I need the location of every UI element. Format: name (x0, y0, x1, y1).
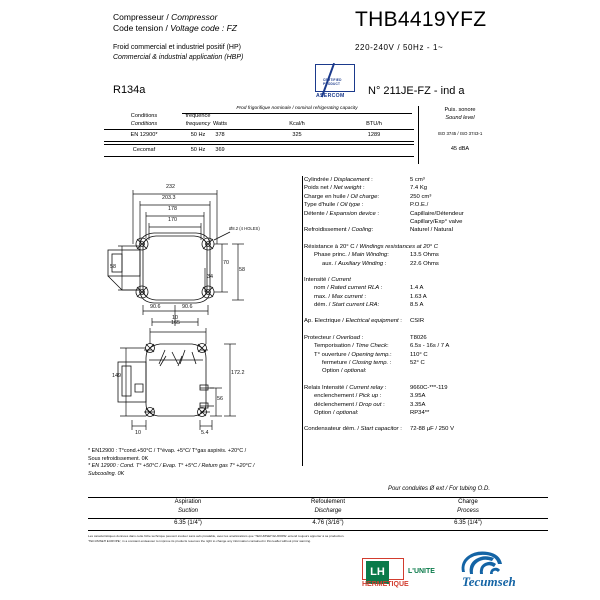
voltage-code-fr: Code tension / (113, 23, 171, 33)
spec-label-en: Drop out (358, 401, 382, 408)
col-kcalh: Kcal/h (289, 121, 305, 127)
spec-label-tail: : (377, 302, 380, 309)
col-btuh: BTU/h (366, 121, 382, 127)
spec-value: 5 cm³ (410, 177, 425, 183)
dim-side-10: 10 (135, 430, 141, 436)
spec-value: P.O.E./ (410, 202, 429, 209)
spec-value: 1.4 A (410, 285, 424, 292)
note-fr-1: * EN12900 : T°cond.+50°C / T°évap. +5°C/ T°gas aspirés. +20°C / (88, 448, 247, 454)
spec-label-fr: nom / (314, 285, 331, 292)
spec-label-en: Oil charge (350, 193, 378, 200)
product-type-fr: Compresseur / (113, 12, 172, 22)
spec-label-tail: : (377, 193, 380, 200)
spec-label-tail: : (360, 334, 364, 341)
spec-row (304, 401, 594, 409)
spec-label-en: Time Check (355, 343, 387, 350)
spec-value: 52° C (410, 360, 425, 367)
spec-row (304, 184, 594, 192)
dim-right-58: 58 (239, 267, 245, 273)
spec-label (304, 384, 387, 392)
capacity-group-header: Prod frigorifique nominale / nominal refrigerating capacity (236, 106, 358, 111)
spec-label-en: Auxiliary Winding (338, 260, 384, 267)
row-0-btuh: 1289 (367, 132, 381, 138)
header-left (113, 12, 313, 62)
note-en-1: * EN 12900 : Cond. T° +50°C / Evap. T° +5°C / Return gas T° +20°C / (88, 463, 255, 470)
spec-row (304, 218, 594, 226)
col-conditions-en: Conditions (130, 121, 158, 127)
spec-value: RP34** (410, 409, 430, 416)
spec-label-tail: : (356, 409, 359, 416)
lh-text-line2: HERMETIQUE (362, 581, 409, 588)
dim-top-232: 232 (166, 184, 175, 190)
spec-label-fr: Ap. Electrique / (304, 318, 346, 325)
spec-label-tail: : (381, 401, 385, 408)
spec-label-tail: : (375, 210, 380, 217)
product-type-line (113, 12, 313, 23)
spec-label (314, 251, 389, 259)
spec-label-fr: Intensité / (304, 276, 332, 283)
spec-label (304, 317, 402, 325)
spec-row (304, 301, 594, 309)
legal-fr: Les caractéristiques données dans cette fiche technique peuvent évoluer sans avis préalable, avec les améliorations que 'TECUMSEH EUROPE' entend toujours apporter à sa production. (88, 534, 345, 538)
spec-label (304, 334, 363, 342)
asercom-certification-logo (311, 64, 359, 104)
spec-label-fr: Condensateur dém. / (304, 426, 361, 433)
sound-fr: Puis. sonore (444, 107, 476, 113)
spec-label (322, 260, 386, 268)
spec-label-fr: max. / (314, 293, 332, 300)
lunite-hermetique-logo (362, 558, 440, 592)
spec-label-fr: dém. / (314, 302, 333, 309)
spec-label-en: Opening temp. (351, 351, 391, 358)
spec-label-tail: : (386, 343, 389, 350)
spec-row (304, 351, 594, 359)
spec-label-en: Start current LRA (332, 302, 378, 309)
note-en-2: Subcooling. 0K (88, 470, 125, 477)
dim-left-58: 58 (110, 264, 116, 270)
spec-label-en: Windings resistances at 20° C (359, 243, 438, 250)
spec-label-fr: déclenchement / (314, 401, 359, 408)
spec-value: 22.6 Ohms (410, 260, 439, 267)
dim-right-70: 70 (223, 260, 229, 266)
spec-label-tail: : (361, 185, 365, 192)
spec-row (304, 359, 594, 367)
spec-row (304, 342, 594, 350)
certificate-number: N° 211JE-FZ - ind a (368, 85, 465, 97)
legal-en: 'TECUMSEH EUROPE', in a constant endeavour to improve its products reserves the right to change any information contained in this leaflet without prior warning. (88, 538, 312, 543)
dim-top-203: 203.3 (162, 195, 176, 201)
spec-label-tail: : (369, 177, 373, 183)
spec-label-en: Current relay (349, 384, 384, 391)
spec-label-fr: Option / (314, 409, 337, 416)
spec-row (304, 392, 594, 400)
lh-monogram: LH (370, 566, 385, 578)
spec-spacer (304, 268, 594, 276)
cert-line-1: CERTIFIED (323, 78, 342, 82)
cert-certified-text (323, 78, 342, 86)
electrical-supply: 220-240V / 50Hz - 1~ (355, 43, 444, 52)
spec-label-tail: : (379, 285, 383, 292)
dim-side-165: 165 (171, 320, 180, 326)
spec-row (304, 251, 594, 259)
spec-label-fr: fermeture / (322, 360, 353, 367)
product-type-en: Compressor (171, 12, 218, 22)
spec-label (314, 401, 385, 409)
spec-value: 110° C (410, 351, 428, 358)
cert-line-2: PRODUCT (323, 82, 341, 86)
tubing-col1-value: 4.76 (3/16") (312, 520, 344, 526)
tecumseh-wordmark: Tecumseh (462, 574, 516, 589)
spec-label (304, 276, 351, 284)
dim-hole-note: Ø8.2 (4 HOLES) (229, 226, 260, 231)
top-view-svg (0, 178, 295, 338)
header (0, 0, 600, 108)
tubing-col2-value: 6.35 (1/4") (454, 520, 482, 526)
lh-text-line1: L'UNITE (408, 568, 435, 575)
dim-right-34: 34 (207, 274, 213, 280)
spec-label (314, 342, 389, 350)
spec-row (304, 276, 594, 284)
spec-label-fr: Relais Intensité / (304, 384, 350, 391)
spec-value: CSIR (410, 318, 425, 325)
spec-label-tail: : (383, 260, 387, 267)
dim-side-1722: 172.2 (231, 370, 245, 376)
row-1-frequency: 50 Hz (190, 147, 206, 153)
sound-standard: ISO 3745 / ISO 3743-1 (437, 131, 483, 136)
tubing-col1-en: Discharge (314, 508, 342, 514)
spec-row (304, 425, 594, 433)
spec-value: 250 cm³ (410, 193, 432, 200)
spec-label (322, 359, 391, 367)
voltage-code-line (113, 23, 313, 34)
dim-side-56: 56 (217, 396, 223, 402)
spec-label-fr: T° ouverture / (314, 351, 352, 358)
spec-label-fr: Phase princ. / (314, 252, 352, 259)
spec-spacer (304, 326, 594, 334)
spec-label-fr: Option / (322, 368, 345, 375)
spec-label (314, 284, 382, 292)
spec-value: Capillary/Exp° valve (410, 218, 463, 225)
spec-label-tail: : (362, 293, 367, 300)
specs-divider (302, 176, 303, 466)
spec-label-en: Cooling (351, 227, 372, 234)
spec-label-fr: Protecteur / (304, 334, 337, 341)
spec-row (304, 176, 594, 184)
specification-list (304, 176, 594, 434)
spec-label-tail: : (398, 318, 402, 325)
spec-label-fr: Refroidissement / (304, 227, 352, 234)
col-frequency-en: frequency (185, 121, 211, 127)
spec-label-fr: Temporisation / (314, 343, 356, 350)
spec-label-en: optional (336, 409, 357, 416)
spec-label (322, 367, 367, 375)
spec-row (304, 201, 594, 209)
spec-label-en: Net weight (333, 185, 362, 192)
technical-drawing (0, 178, 295, 438)
row-0-frequency: 50 Hz (190, 132, 206, 138)
spec-label-en: Displacement (333, 177, 370, 183)
voltage-code-en: Voltage code : FZ (170, 23, 237, 33)
spec-label (314, 351, 392, 359)
spec-label-tail: : (364, 368, 367, 375)
spec-label-en: Expansion device (329, 210, 376, 217)
note-fr-2: Sous refroidissement. 0K (88, 455, 149, 462)
row-0-conditions: EN 12900* (130, 132, 158, 138)
spec-row (304, 409, 594, 417)
row-1-conditions: Cecomaf (132, 147, 156, 153)
spec-label (304, 193, 379, 201)
spec-label (304, 184, 365, 192)
spec-label-en: Main Winding (351, 252, 388, 259)
legal-disclaimer (88, 534, 518, 543)
application-en: Commercial & industrial application (HBP) (113, 53, 244, 61)
spec-label-fr: Détente / (304, 210, 330, 217)
spec-label-tail: : (388, 360, 392, 367)
sound-value: 45 dBA (450, 146, 470, 152)
tubing-col2-fr: Charge (458, 499, 478, 505)
spec-row (304, 210, 594, 218)
spec-row (304, 384, 594, 392)
tecumseh-logo (452, 552, 552, 594)
spec-row (304, 293, 594, 301)
spec-label-en: Electrical equipment (345, 318, 399, 325)
application-fr: Froid commercial et industriel positif (HP) (113, 44, 241, 51)
spec-label-tail: : (387, 252, 389, 259)
row-1-watts: 369 (215, 147, 225, 153)
dim-bottom-906a: 90.6 (150, 304, 161, 310)
spec-row (304, 193, 594, 201)
spec-label-tail: : (398, 426, 402, 433)
spec-label-fr: Cylindrée / (304, 177, 334, 183)
spec-label (314, 409, 359, 417)
sound-en: Sound level (445, 115, 475, 121)
spec-label (304, 210, 379, 218)
spec-value: 9660C-***-119 (410, 384, 448, 391)
spec-row (304, 334, 594, 342)
spec-label (304, 226, 373, 234)
row-0-kcalh: 325 (292, 132, 302, 138)
spec-value: Naturel / Natural (410, 227, 453, 234)
spec-spacer (304, 309, 594, 317)
spec-value: 1.63 A (410, 293, 427, 300)
spec-row (304, 260, 594, 268)
spec-label-tail: : (390, 351, 392, 358)
spec-value: 72-88 µF / 250 V (410, 426, 454, 433)
spec-label-en: Max current (331, 293, 363, 300)
dim-side-149: 149 (112, 373, 121, 379)
spec-row (304, 284, 594, 292)
spec-label (304, 176, 373, 184)
row-0-watts: 378 (215, 132, 225, 138)
spec-label (314, 301, 379, 309)
spec-row (304, 243, 594, 251)
spec-value: 7.4 Kg (410, 185, 428, 192)
spec-spacer (304, 417, 594, 425)
spec-label-en: Current (331, 276, 351, 283)
spec-row (304, 226, 594, 234)
spec-value: 13.5 Ohms (410, 252, 439, 259)
model-number: THB4419YFZ (355, 8, 487, 31)
spec-label-tail: : (371, 227, 374, 234)
spec-label (314, 293, 366, 301)
tubing-col2-en: Process (457, 508, 479, 514)
spec-label-fr: Poids net / (304, 185, 334, 192)
tubing-col0-en: Suction (177, 508, 198, 514)
dim-top-170: 170 (168, 217, 177, 223)
spec-label-fr: Type d'huile / (304, 202, 341, 209)
spec-label-fr: Résistance à 20° C / (304, 243, 360, 250)
cert-body-name: ASERCOM (316, 93, 345, 99)
spec-label-tail: : (383, 384, 387, 391)
spec-value: 6.5s - 16s / 7 A (410, 343, 450, 350)
spec-value: 8.5 A (410, 302, 424, 309)
refrigerant: R134a (113, 84, 146, 96)
spec-row (304, 367, 594, 375)
spec-label-tail: : (360, 202, 364, 209)
spec-label (304, 425, 402, 433)
dim-top-178: 178 (168, 206, 177, 212)
spec-label-en: Start capacitor (360, 426, 399, 433)
tecumseh-indian-head-icon (458, 550, 514, 576)
spec-label-tail: : (378, 393, 382, 400)
spec-label (304, 243, 438, 251)
tubing-col1-fr: Refoulement (310, 499, 346, 505)
spec-label (314, 392, 381, 400)
spec-label-en: Overload (336, 334, 360, 341)
spec-label-en: Pick up (358, 393, 379, 400)
spec-label-fr: Charge en huile / (304, 193, 351, 200)
tubing-title: Pour conduites Ø ext / For tubing O.D. (387, 486, 491, 492)
spec-label-en: optional (344, 368, 365, 375)
spec-value: 3.35A (410, 401, 426, 408)
spec-value: 3.95A (410, 393, 426, 400)
conditions-notes (88, 448, 318, 478)
tubing-col0-value: 6.35 (1/4") (174, 520, 202, 526)
dim-bottom-906b: 90.6 (182, 304, 193, 310)
spec-value: Capillaire/Détendeur (410, 210, 464, 217)
side-view-svg (0, 326, 295, 446)
spec-label-en: Rated current RLA (330, 285, 380, 292)
spec-label (304, 201, 363, 209)
spec-label-en: Oil type (340, 202, 361, 209)
spec-row (304, 317, 594, 325)
spec-spacer (304, 376, 594, 384)
spec-label-fr: enclenchement / (314, 393, 359, 400)
dim-side-54: 5.4 (201, 430, 209, 436)
tubing-col0-fr: Aspiration (174, 499, 202, 505)
col-watts: Watts (212, 121, 228, 127)
spec-value: T8026 (410, 334, 427, 341)
spec-spacer (304, 235, 594, 243)
spec-label-fr: aux. / (322, 260, 339, 267)
spec-label-en: Closing temp. (352, 360, 389, 367)
col-conditions-fr: Conditions (130, 113, 158, 119)
dim-bottom-10: 10 (172, 315, 178, 321)
col-frequency-fr: fréquence (185, 113, 211, 119)
